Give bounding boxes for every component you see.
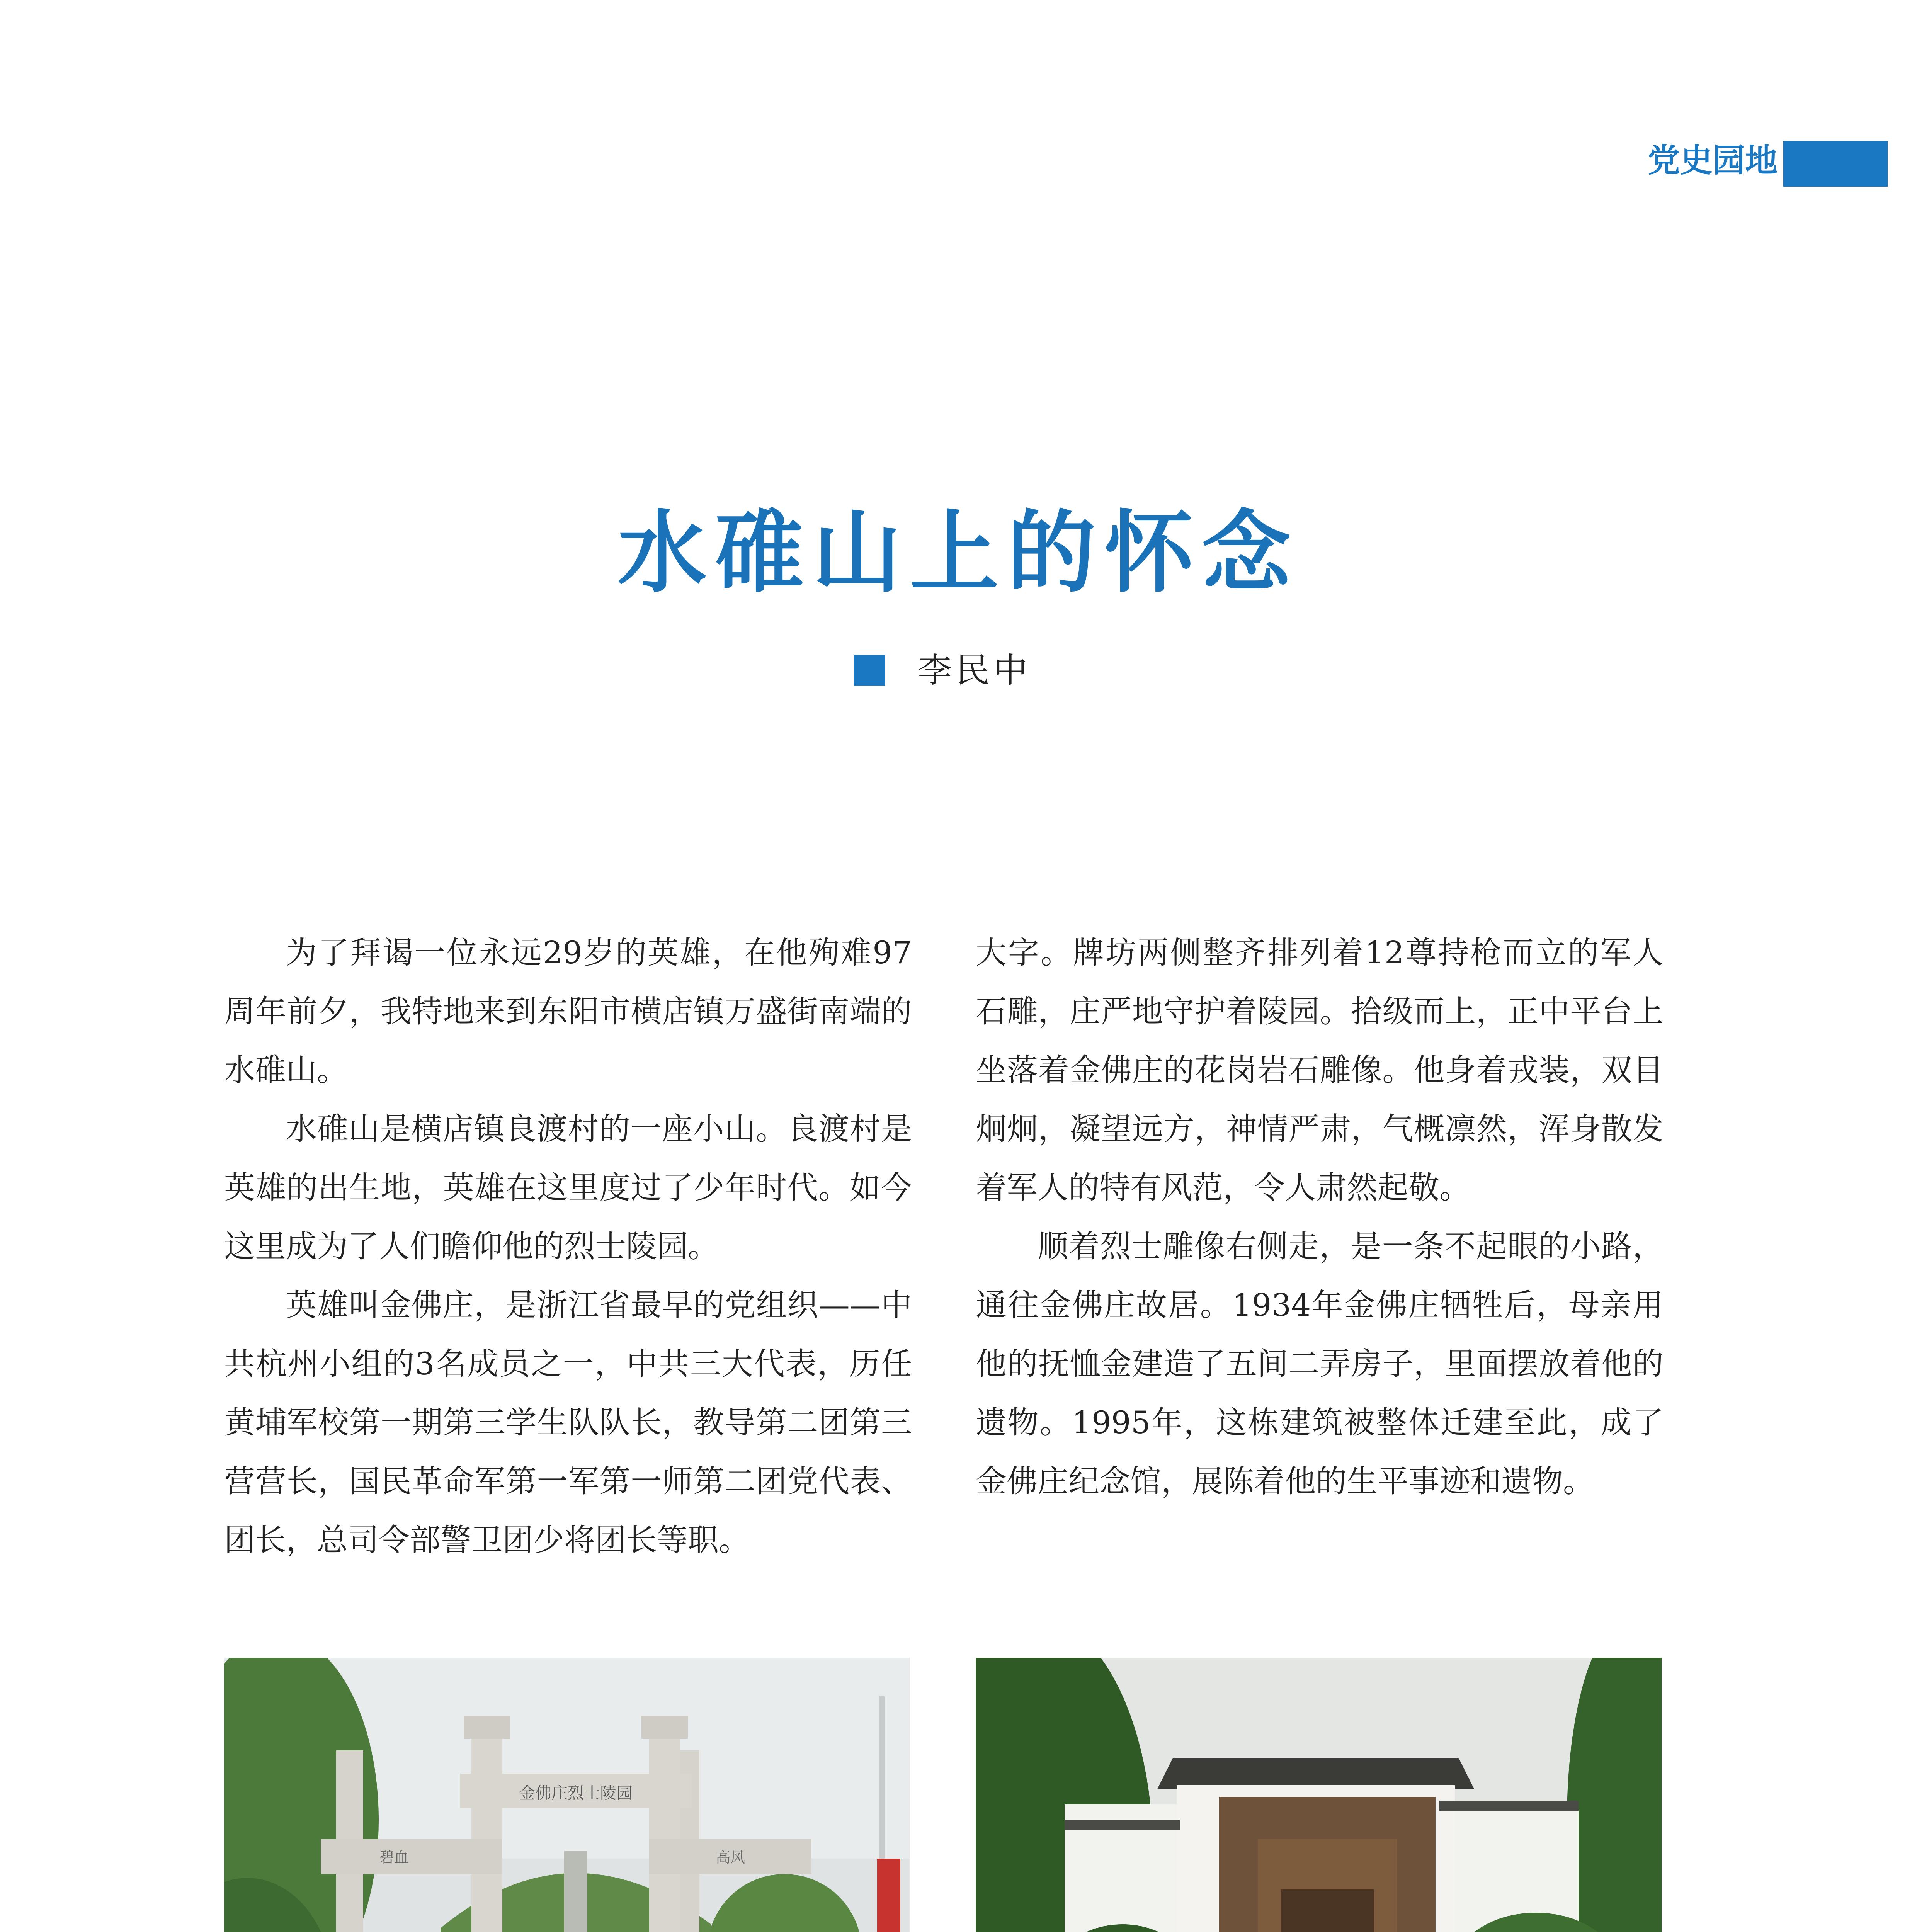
paragraph: 英雄叫金佛庄，是浙江省最早的党组织——中共杭州小组的3名成员之一，中共三大代表，历任黄埔军校第一期第三学生队队长，教导第二团第三营营长，国民革命军第一军第一师第二团党代表、团长，总司令部警卫团少将团长等职。 [224,1287,912,1558]
author-name: 李民中 [918,650,1032,690]
memorial-hall-image [976,1658,1662,1932]
memorial-hall-photo [976,1658,1662,1932]
paragraph: 水碓山是横店镇良渡村的一座小山。良渡村是英雄的出生地，英雄在这里度过了少年时代。如今这里成为了人们瞻仰他的烈士陵园。 [224,1111,912,1264]
memorial-gate-photo [224,1658,910,1932]
gate-plaque-text: 金佛庄烈士陵园 [519,1784,633,1803]
article-title: 水碓山上的怀念 [617,500,1300,605]
paragraph: 大字。牌坊两侧整齐排列着12尊持枪而立的军人石雕，庄严地守护着陵园。拾级而上，正中平台上坐落着金佛庄的花岗岩石雕像。他身着戎装，双目炯炯，凝望远方，神情严肃，气概凛然，浑身散发着军人的特有风范，令人肃然起敬。 [976,935,1664,1206]
section-color-bar [1783,141,1888,187]
left-column-top [224,923,912,1570]
section-tag: 党史园地 [1647,141,1778,179]
byline [850,643,1121,697]
byline-square-icon [854,655,885,686]
paragraph: 顺着烈士雕像右侧走，是一条不起眼的小路，通往金佛庄故居。1934年金佛庄牺牲后，母亲用他的抚恤金建造了五间二弄房子，里面摆放着他的遗物。1995年，这栋建筑被整体迁建至此，成了金佛庄纪念馆，展陈着他的生平事迹和遗物。 [976,1228,1664,1499]
gate-right-plaque-text: 高风 [715,1849,745,1866]
memorial-gate-image [224,1658,910,1932]
paragraph: 为了拜谒一位永远29岁的英雄，在他殉难97周年前夕，我特地来到东阳市横店镇万盛街南端的水碓山。 [224,935,912,1088]
gate-left-plaque-text: 碧血 [379,1849,409,1866]
right-column-top [976,923,1664,1511]
